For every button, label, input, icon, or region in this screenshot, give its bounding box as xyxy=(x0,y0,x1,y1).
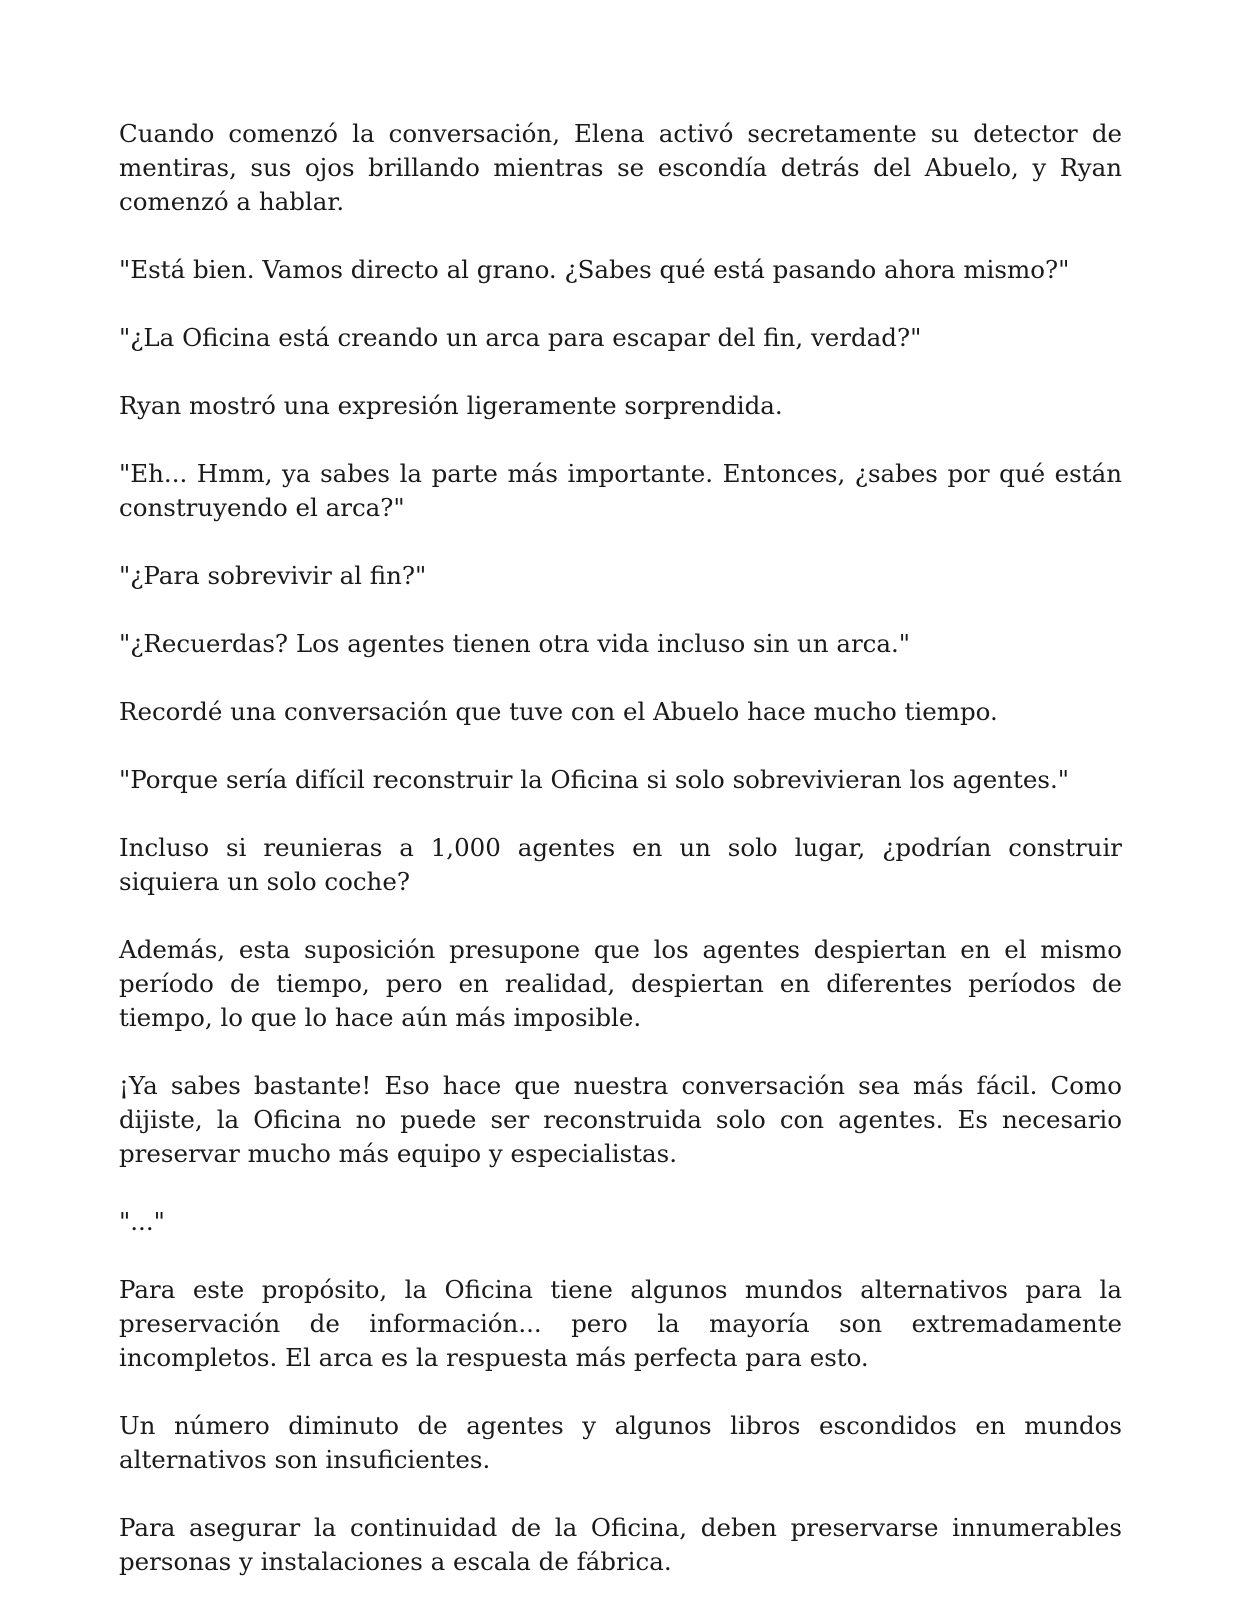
paragraph-2: "Está bien. Vamos directo al grano. ¿Sabes qué está pasando ahora mismo?" xyxy=(119,255,1070,284)
paragraph-4: Ryan mostró una expresión ligeramente sorprendida. xyxy=(119,391,783,420)
paragraph-11: Además, esta suposición presupone que los agentes despiertan en el mismo período de tiempo, pero en realidad, despiertan en diferentes períodos de tiempo, lo que lo hace aún más imposible. xyxy=(119,935,1122,1032)
paragraph-7: "¿Recuerdas? Los agentes tienen otra vida incluso sin un arca." xyxy=(119,629,911,658)
paragraph-6: "¿Para sobrevivir al fin?" xyxy=(119,561,427,590)
paragraph-5: "Eh... Hmm, ya sabes la parte más importante. Entonces, ¿sabes por qué están construyendo el arca?" xyxy=(119,459,1122,522)
paragraph-9: "Porque sería difícil reconstruir la Oficina si solo sobrevivieran los agentes." xyxy=(119,765,1070,794)
paragraph-12: ¡Ya sabes bastante! Eso hace que nuestra conversación sea más fácil. Como dijiste, la Oficina no puede ser reconstruida solo con agentes. Es necesario preservar mucho más equipo y especialistas. xyxy=(119,1071,1122,1168)
paragraph-10: Incluso si reunieras a 1,000 agentes en un solo lugar, ¿podrían construir siquiera un solo coche? xyxy=(119,833,1122,896)
paragraph-15: Un número diminuto de agentes y algunos libros escondidos en mundos alternativos son insuficientes. xyxy=(119,1411,1122,1474)
paragraph-16: Para asegurar la continuidad de la Oficina, deben preservarse innumerables personas y instalaciones a escala de fábrica. xyxy=(119,1513,1122,1576)
paragraph-3: "¿La Oficina está creando un arca para escapar del fin, verdad?" xyxy=(119,323,922,352)
paragraph-1: Cuando comenzó la conversación, Elena activó secretamente su detector de mentiras, sus ojos brillando mientras se escondía detrás del Abuelo, y Ryan comenzó a hablar. xyxy=(119,119,1122,216)
paragraph-8: Recordé una conversación que tuve con el Abuelo hace mucho tiempo. xyxy=(119,697,998,726)
document-page xyxy=(119,117,1122,1579)
paragraph-14: Para este propósito, la Oficina tiene algunos mundos alternativos para la preservación de información... pero la mayoría son extremadamente incompletos. El arca es la respuesta más perfecta para esto. xyxy=(119,1275,1122,1372)
paragraph-13: "..." xyxy=(119,1207,165,1236)
